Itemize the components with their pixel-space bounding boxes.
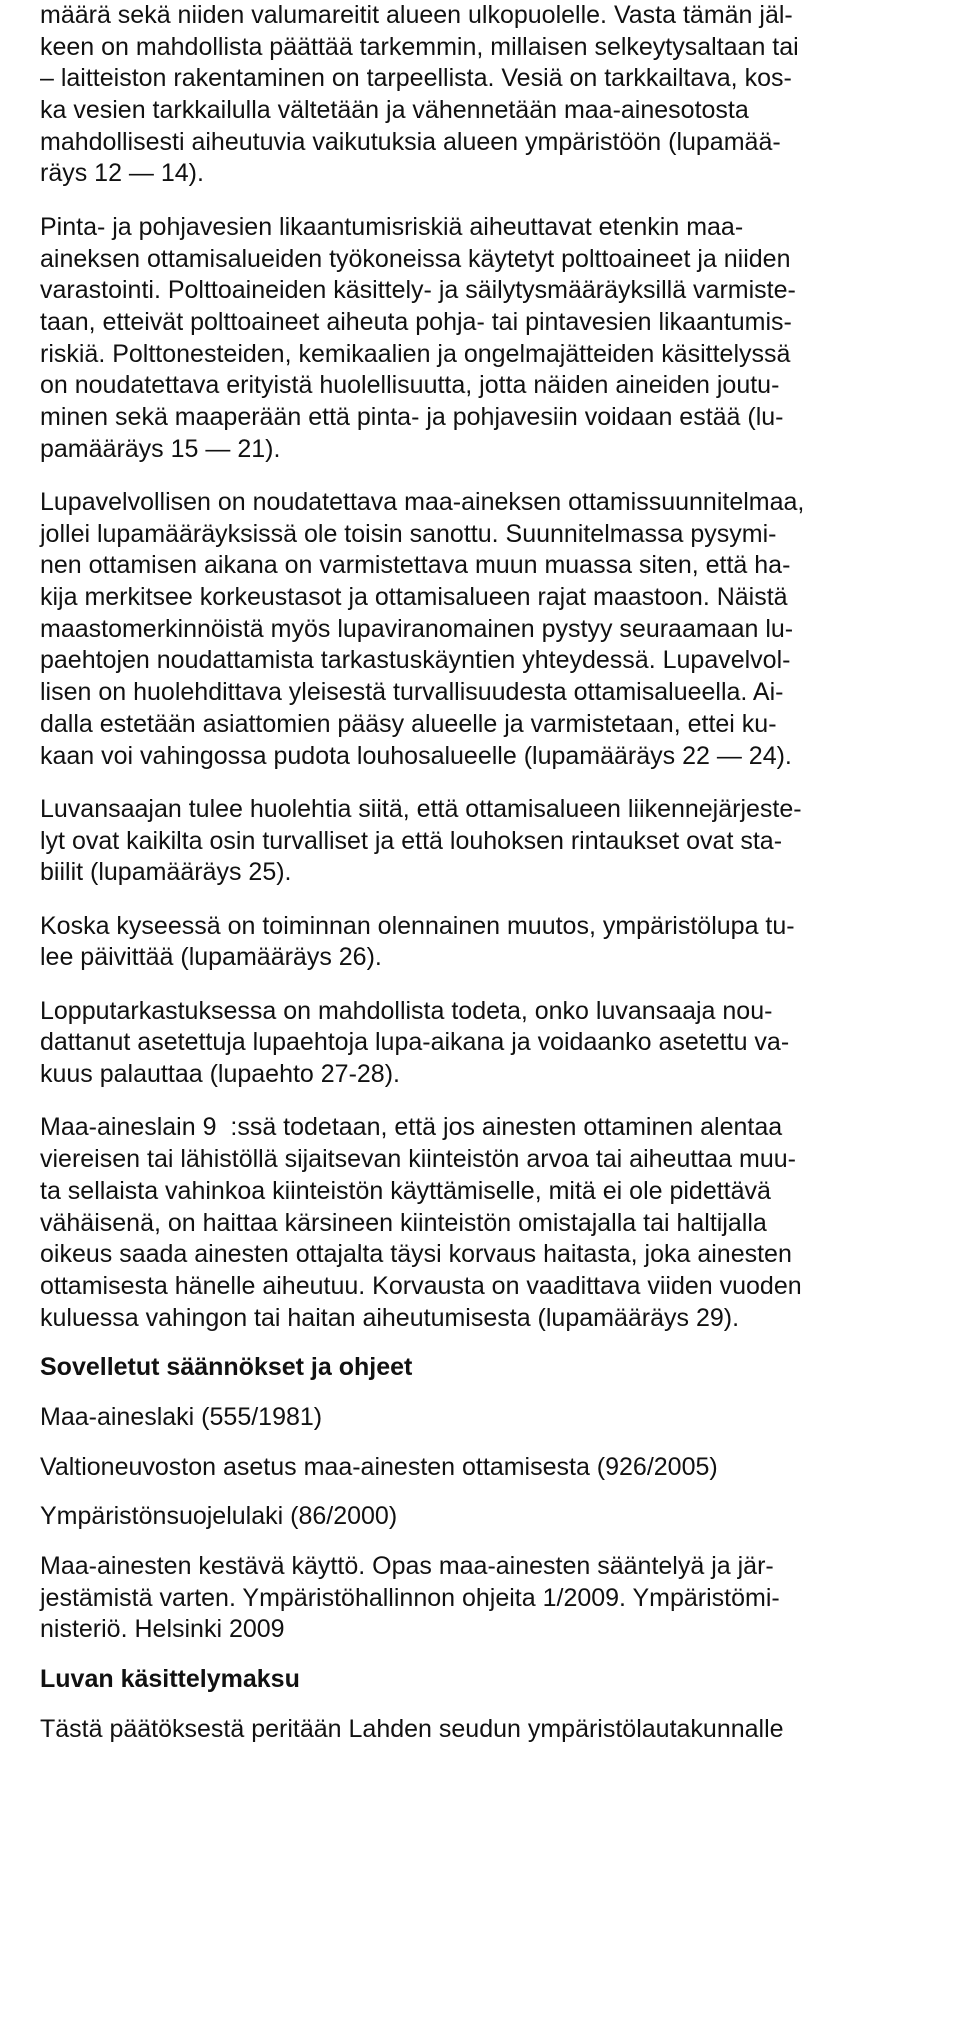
text-line: minen sekä maaperään että pinta- ja pohjavesiin voidaan estää (lu-: [40, 402, 784, 431]
text-line: Lupavelvollisen on noudatettava maa-aineksen ottamissuunnitelmaa,: [40, 488, 805, 516]
text-line: jollei lupamääräyksissä ole toisin sanottu. Suunnitelmassa pysymi-: [40, 519, 777, 548]
paragraph-gap: [40, 1696, 940, 1714]
paragraph-extraction-plan: [40, 487, 940, 772]
text-line: määrä sekä niiden valumareitit alueen ulkopuolelle. Vasta tämän jäl-: [40, 1, 793, 29]
text-line: keen on mahdollista päättää tarkemmin, millaisen selkeytysaltaan tai: [40, 32, 799, 61]
text-line: nisteriö. Helsinki 2009: [40, 1615, 285, 1644]
document-page: [40, 0, 940, 1745]
paragraph-gap: [40, 190, 940, 212]
text-line: kija merkitsee korkeustasot ja ottamisalueen rajat maastoon. Näistä: [40, 583, 788, 612]
paragraph-gap: [40, 1334, 940, 1352]
section-heading-applied-rules: Sovelletut säännökset ja ohjeet: [40, 1353, 413, 1382]
text-line: taan, etteivät polttoaineet aiheuta pohja- tai pintavesien likaantumis-: [40, 307, 792, 336]
text-line: on noudatettava erityistä huolellisuutta, jotta näiden aineiden joutu-: [40, 371, 780, 400]
text-line: jestämistä varten. Ympäristöhallinnon ohjeita 1/2009. Ympäristömi-: [40, 1583, 780, 1612]
paragraph-water-monitoring: [40, 0, 940, 190]
paragraph-fuel-risks: [40, 212, 940, 466]
text-line: varastointi. Polttoaineiden käsittely- ja säilytysmääräyksillä varmiste-: [40, 276, 796, 305]
paragraph-gap: [40, 974, 940, 996]
paragraph-environmental-permit: [40, 911, 940, 974]
paragraph-gap: [40, 772, 940, 794]
text-line: – laitteiston rakentaminen on tarpeellista. Vesiä on tarkkailtava, kos-: [40, 64, 792, 93]
text-line: lisen on huolehdittava yleisestä turvallisuudesta ottamisalueella. Ai-: [40, 678, 784, 707]
text-line: Maa-aineslain 9 :ssä todetaan, että jos ainesten ottaminen alentaa: [40, 1113, 783, 1142]
text-line: Koska kyseessä on toiminnan olennainen muutos, ympäristölupa tu-: [40, 911, 795, 940]
paragraph-gap: [40, 889, 940, 911]
text-line: pamääräys 15 — 21).: [40, 434, 281, 463]
text-line: nen ottamisen aikana on varmistettava muun muassa siten, että ha-: [40, 551, 791, 580]
reference-item: Valtioneuvoston asetus maa-ainesten ottamisesta (926/2005): [40, 1452, 718, 1481]
paragraph-gap: [40, 465, 940, 487]
text-line: dattanut asetettuja lupaehtoja lupa-aikana ja voidaanko asetettu va-: [40, 1028, 790, 1057]
text-line: lyt ovat kaikilta osin turvalliset ja että louhoksen rintaukset ovat sta-: [40, 826, 783, 855]
text-line: ottamisesta hänelle aiheutuu. Korvausta on vaadittava viiden vuoden: [40, 1271, 802, 1300]
paragraph-processing-fee: [40, 1714, 940, 1746]
text-line: aineksen ottamisalueiden työkoneissa käytetyt polttoaineet ja niiden: [40, 244, 791, 273]
paragraph-gap: [40, 1091, 940, 1113]
text-line: dalla estetään asiattomien pääsy alueelle ja varmistetaan, ettei ku-: [40, 709, 777, 738]
paragraph-final-inspection: [40, 996, 940, 1091]
text-line: paehtojen noudattamista tarkastuskäyntien yhteydessä. Lupavelvol-: [40, 646, 791, 675]
text-line: biilit (lupamääräys 25).: [40, 858, 292, 887]
text-line: Lopputarkastuksessa on mahdollista todeta, onko luvansaaja nou-: [40, 996, 773, 1025]
text-line: ta sellaista vahinkoa kiinteistön käyttämiselle, mitä ei ole pidettävä: [40, 1176, 771, 1205]
text-line: kuus palauttaa (lupaehto 27-28).: [40, 1060, 400, 1089]
paragraph-traffic-safety: [40, 794, 940, 889]
paragraph-gap: [40, 1646, 940, 1664]
text-line: Pinta- ja pohjavesien likaantumisriskiä aiheuttavat etenkin maa-: [40, 212, 744, 241]
text-line: oikeus saada ainesten ottajalta täysi korvaus haitasta, joka ainesten: [40, 1240, 792, 1269]
reference-item: Maa-aineslaki (555/1981): [40, 1402, 323, 1431]
text-line: lee päivittää (lupamääräys 26).: [40, 943, 382, 972]
text-line: kaan voi vahingossa pudota louhosalueelle (lupamääräys 22 — 24).: [40, 741, 792, 770]
text-line: räys 12 — 14).: [40, 159, 204, 188]
section-heading-processing-fee: Luvan käsittelymaksu: [40, 1665, 300, 1694]
reference-item: Ympäristönsuojelulaki (86/2000): [40, 1502, 398, 1531]
paragraph-gap: [40, 1533, 940, 1551]
paragraph-gap: [40, 1483, 940, 1501]
text-line: riskiä. Polttonesteiden, kemikaalien ja ongelmajätteiden käsittelyssä: [40, 339, 791, 368]
text-line: maastomerkinnöistä myös lupaviranomainen pystyy seuraamaan lu-: [40, 614, 794, 643]
reference-item-guide: [40, 1551, 940, 1646]
text-line: Luvansaajan tulee huolehtia siitä, että ottamisalueen liikennejärjeste-: [40, 794, 802, 823]
text-line: mahdollisesti aiheutuvia vaikutuksia alueen ympäristöön (lupamää-: [40, 127, 781, 156]
text-line: Maa-ainesten kestävä käyttö. Opas maa-ainesten sääntelyä ja jär-: [40, 1552, 774, 1580]
paragraph-compensation: [40, 1112, 940, 1334]
text-line: viereisen tai lähistöllä sijaitsevan kiinteistön arvoa tai aiheuttaa muu-: [40, 1145, 796, 1174]
text-line: Tästä päätöksestä peritään Lahden seudun ympäristölautakunnalle: [40, 1714, 784, 1743]
paragraph-gap: [40, 1384, 940, 1402]
text-line: kuluessa vahingon tai haitan aiheutumisesta (lupamääräys 29).: [40, 1303, 740, 1332]
paragraph-gap: [40, 1434, 940, 1452]
text-line: ka vesien tarkkailulla vältetään ja vähennetään maa-ainesotosta: [40, 96, 749, 125]
text-line: vähäisenä, on haittaa kärsineen kiinteistön omistajalla tai haltijalla: [40, 1208, 767, 1237]
